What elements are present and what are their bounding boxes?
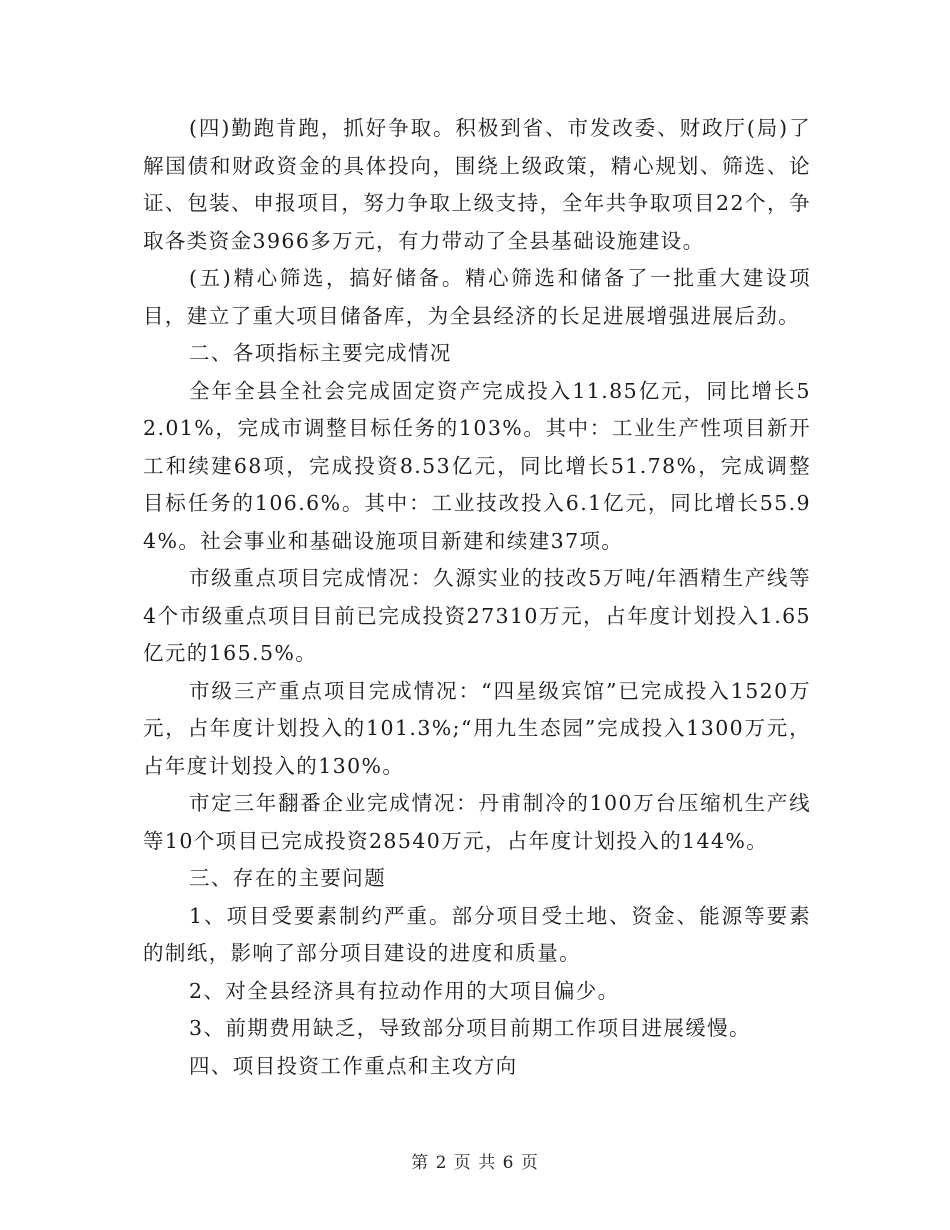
heading-indicators: 二、各项指标主要完成情况 (189, 341, 452, 365)
heading-problems: 三、存在的主要问题 (189, 866, 387, 890)
paragraph-doubling-enterprises: 市定三年翻番企业完成情况：丹甫制冷的100万台压缩机生产线等10个项目已完成投资28540万元，占年度计划投入的144%。 (143, 791, 811, 853)
paragraph-investment-summary: 全年全县全社会完成固定资产完成投入11.85亿元，同比增长52.01%，完成市调整目标任务的103%。其中：工业生产性项目新开工和续建68项，完成投资8.53亿元，同比增长51.78%，完成调整目标任务的106.6%。其中：工业技改投入6.1亿元，同比增长55.94%。社会事业和基础设施项目新建和续建37项。 (143, 378, 811, 553)
document-body (143, 110, 811, 1085)
paragraph-tertiary-projects: 市级三产重点项目完成情况：“四星级宾馆”已完成投入1520万元，占年度计划投入的101.3%;“用九生态园”完成投入1300万元，占年度计划投入的130%。 (143, 678, 811, 778)
list-item-problem-3: 3、前期费用缺乏，导致部分项目前期工作项目进展缓慢。 (189, 1016, 751, 1040)
page-number-footer: 第 2 页 共 6 页 (411, 1153, 539, 1173)
paragraph-city-key-projects: 市级重点项目完成情况：久源实业的技改5万吨/年酒精生产线等4个市级重点项目目前已完成投资27310万元，占年度计划投入1.65亿元的165.5%。 (143, 566, 811, 665)
paragraph-section-5: (五)精心筛选，搞好储备。精心筛选和储备了一批重大建设项目，建立了重大项目储备库，为全县经济的长足进展增强进展后劲。 (143, 266, 811, 328)
heading-focus: 四、项目投资工作重点和主攻方向 (189, 1053, 518, 1078)
list-item-problem-2: 2、对全县经济具有拉动作用的大项目偏少。 (189, 978, 620, 1003)
list-item-problem-1: 1、项目受要素制约严重。部分项目受土地、资金、能源等要素的制纸，影响了部分项目建设的进度和质量。 (143, 903, 811, 965)
paragraph-section-4: (四)勤跑肯跑，抓好争取。积极到省、市发改委、财政厅(局)了解国债和财政资金的具体投向，围绕上级政策，精心规划、筛选、论证、包装、申报项目，努力争取上级支持，全年共争取项目22个，争取各类资金3966多万元，有力带动了全县基础设施建设。 (143, 116, 811, 253)
